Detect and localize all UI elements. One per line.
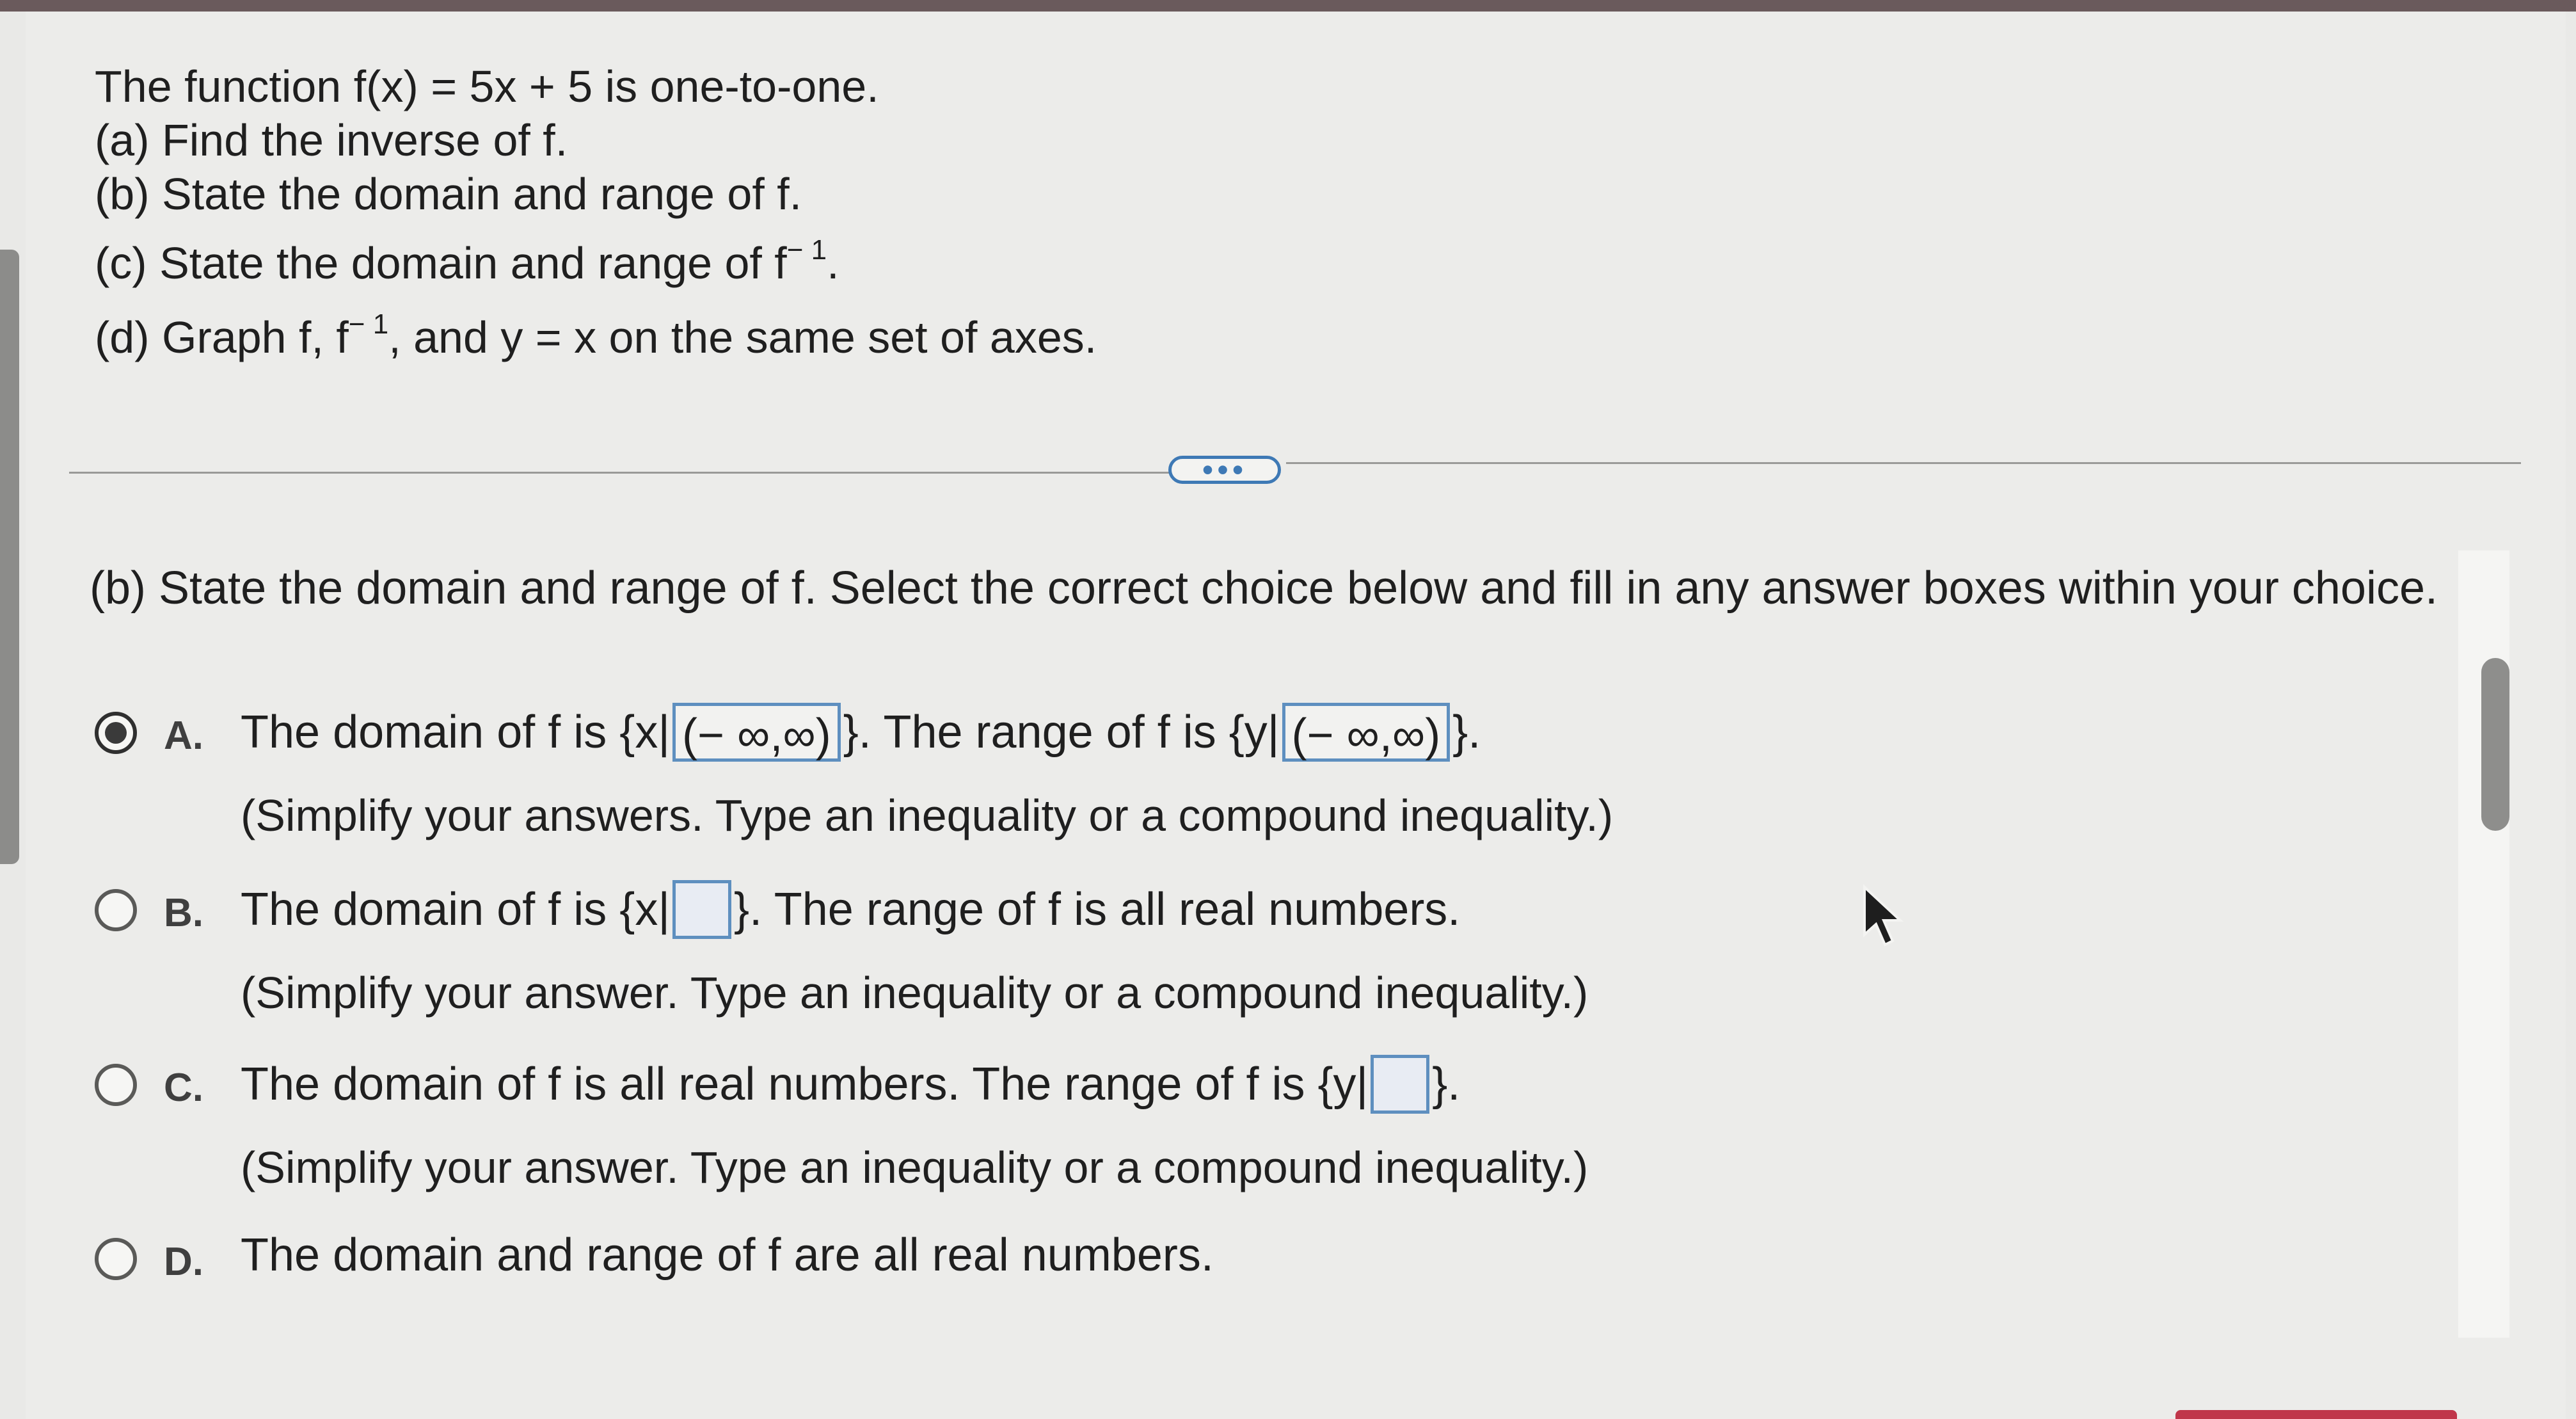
top-edge-strip [0, 0, 2576, 12]
choice-c-text-2: }. [1432, 1059, 1461, 1110]
radio-d[interactable] [95, 1238, 137, 1280]
radio-c[interactable] [95, 1064, 137, 1106]
radio-a-selected[interactable] [95, 712, 137, 754]
divider-line [1286, 462, 2521, 464]
range-answer-box[interactable]: (− ∞,∞) [1282, 703, 1451, 762]
choice-c-hint: (Simplify your answer. Type an inequality or a compound inequality.) [241, 1142, 1589, 1192]
choice-b-statement [241, 880, 1460, 939]
choice-a-statement [241, 703, 1481, 762]
left-scrollbar[interactable] [0, 250, 19, 864]
choice-letter: A. [164, 714, 203, 758]
part-d-superscript: − 1 [348, 309, 389, 340]
choice-b-text-1: The domain of f is {x| [241, 884, 671, 935]
choice-c-statement [241, 1055, 1460, 1114]
expand-more-button[interactable]: ••• [1168, 456, 1281, 484]
choice-d-text-1: The domain and range of f are all real numbers. [241, 1230, 1214, 1281]
choice-a-text-1: The domain of f is {x| [241, 707, 671, 758]
part-d-end: , and y = x on the same set of axes. [388, 312, 1097, 362]
part-c-end: . [827, 238, 839, 288]
part-c-superscript: − 1 [786, 234, 827, 266]
part-b-prompt: (b) State the domain and range of f. Select the correct choice below and fill in any answer boxes within your choice. [90, 563, 2438, 614]
part-c-text: (c) State the domain and range of f [95, 238, 787, 288]
divider-line [69, 472, 1170, 474]
choice-b-text-2: }. The range of f is all real numbers. [734, 884, 1461, 935]
question-part-a: (a) Find the inverse of f. [95, 115, 568, 165]
question-part-d [95, 309, 1097, 362]
choice-letter: D. [164, 1240, 203, 1284]
choice-a-hint: (Simplify your answers. Type an inequality or a compound inequality.) [241, 790, 1614, 840]
choice-a-text-2: }. The range of f is {y| [843, 707, 1280, 758]
choice-d-statement [241, 1229, 1214, 1281]
range-answer-box[interactable] [1371, 1055, 1429, 1114]
choice-a-text-3: }. [1452, 707, 1481, 758]
choice-c-text-1: The domain of f is all real numbers. The range of f is {y| [241, 1059, 1369, 1110]
part-d-start: (d) Graph f, f [95, 312, 349, 362]
choice-letter: C. [164, 1066, 203, 1110]
question-intro: The function f(x) = 5x + 5 is one-to-one. [95, 61, 879, 111]
domain-answer-box[interactable] [672, 880, 731, 939]
scrollbar-thumb[interactable] [2481, 658, 2509, 831]
mouse-pointer-icon [1861, 885, 1905, 949]
bottom-accent-bar [2175, 1410, 2457, 1419]
choice-b-hint: (Simplify your answer. Type an inequality or a compound inequality.) [241, 968, 1589, 1018]
radio-b[interactable] [95, 889, 137, 931]
choice-letter: B. [164, 891, 203, 935]
question-part-b: (b) State the domain and range of f. [95, 169, 802, 219]
domain-answer-box[interactable]: (− ∞,∞) [672, 703, 841, 762]
question-part-c [95, 234, 839, 288]
